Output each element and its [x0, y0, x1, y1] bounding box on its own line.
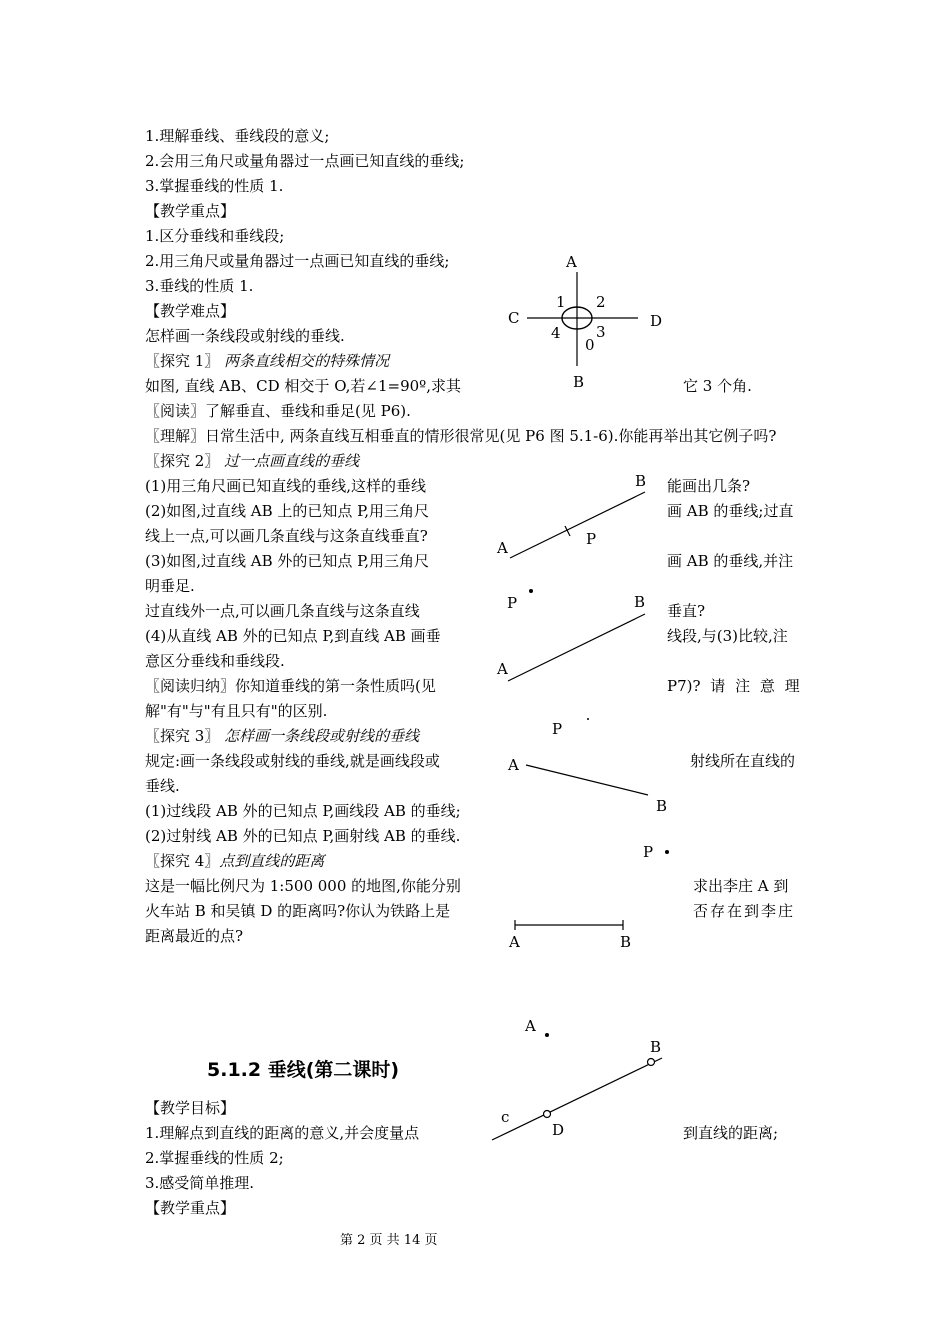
section-2-goal-1: 1.理解点到直线的距离的意义,并会度量点: [145, 1124, 420, 1142]
fig2-line-ab: [510, 492, 645, 558]
explore-3-rule: 规定:画一条线段或射线的垂线,就是画线段或: [145, 752, 440, 770]
fig1-angle-1: 1: [556, 293, 566, 311]
fig1-label-b: B: [573, 373, 585, 391]
section-2-key-heading: 【教学重点】: [145, 1199, 236, 1217]
reading-line: 〖阅读〗了解垂直、垂线和垂足(见 P6).: [145, 402, 411, 420]
fig1-angle-2: 2: [596, 293, 606, 311]
explore-4-heading: 〖探究 4〗点到直线的距离: [145, 852, 325, 870]
explore-4-text-1-right: 求出李庄 A 到: [693, 877, 789, 895]
explore-2-item-4-cont: 意区分垂线和垂线段.: [145, 652, 285, 670]
explore-2-question: 过直线外一点,可以画几条直线与这条直线: [145, 602, 420, 620]
fig3-line-ab: [508, 614, 645, 681]
goal-line-3: 3.掌握垂线的性质 1.: [145, 177, 284, 195]
fig3-label-b: B: [634, 593, 646, 611]
fig1-angle-3: 3: [596, 323, 606, 341]
fig4-point-p2: [665, 850, 669, 854]
fig2-label-p: P: [586, 530, 597, 548]
fig4-line-ab: [526, 765, 648, 795]
fig4-label-a: A: [508, 756, 519, 774]
section-2-goal-2: 2.掌握垂线的性质 2;: [145, 1149, 284, 1167]
figure-5-scale-bar: [508, 920, 631, 951]
section-2-goal-heading: 【教学目标】: [145, 1099, 236, 1117]
explore-2-item-1: (1)用三角尺画已知直线的垂线,这样的垂线: [145, 477, 427, 495]
section-2-goal-3: 3.感受简单推理.: [145, 1174, 255, 1192]
explore-4-text-2: 火车站 B 和吴镇 D 的距离吗?你认为铁路上是: [145, 902, 451, 920]
fig2-label-a: A: [497, 539, 508, 557]
explore-1-text: 如图, 直线 AB、CD 相交于 O,若∠1=90º,求其: [145, 377, 461, 395]
explore-2-item-4: (4)从直线 AB 外的已知点 P,到直线 AB 画垂: [145, 627, 441, 645]
section-2-goal-1-right: 到直线的距离;: [683, 1124, 779, 1142]
fig1-label-d: D: [650, 312, 663, 330]
figure-1-perpendicular-lines: [508, 253, 662, 391]
fig6-label-d: D: [552, 1121, 565, 1139]
reading-summary-cont: 解"有"与"有且只有"的区别.: [145, 702, 328, 720]
fig6-point-a: [545, 1033, 549, 1037]
fig6-point-b: [648, 1059, 655, 1066]
explore-2-item-1-right: 能画出几条?: [667, 477, 751, 495]
explore-3-item-2: (2)过射线 AB 外的已知点 P,画射线 AB 的垂线.: [145, 827, 461, 845]
page-footer: 第 2 页 共 14 页: [340, 1233, 438, 1248]
fig4-point-p: [587, 718, 589, 720]
explore-3-rule-right: 射线所在直线的: [690, 752, 796, 770]
key-point-1: 1.区分垂线和垂线段;: [145, 227, 285, 245]
figure-2-point-on-line: [496, 472, 646, 558]
explore-1-text-right: 它 3 个角.: [683, 377, 752, 395]
goal-line-1: 1.理解垂线、垂线段的意义;: [145, 127, 330, 145]
fig6-label-b: B: [650, 1038, 662, 1056]
reading-summary-right: P7)? 请 注 意 理: [667, 677, 800, 695]
fig1-label-c: C: [508, 309, 520, 327]
explore-4-text-3: 距离最近的点?: [145, 927, 244, 945]
fig2-label-b: B: [635, 472, 647, 490]
fig1-label-a: A: [566, 253, 577, 271]
fig4-label-b: B: [656, 797, 668, 815]
explore-4-text-1: 这是一幅比例尺为 1:500 000 的地图,你能分别: [145, 877, 461, 895]
explore-4-text-2-right: 否存在到李庄: [693, 902, 796, 920]
explore-3-heading: 〖探究 3〗 怎样画一条线段或射线的垂线: [145, 727, 420, 745]
fig5-label-b: B: [620, 933, 632, 951]
fig3-label-a: A: [497, 660, 508, 678]
difficulty-heading: 【教学难点】: [145, 302, 236, 320]
fig6-label-c: c: [501, 1108, 510, 1126]
explore-2-question-right: 垂直?: [667, 602, 706, 620]
key-points-heading: 【教学重点】: [145, 202, 236, 220]
explore-3-item-1: (1)过线段 AB 外的已知点 P,画线段 AB 的垂线;: [145, 802, 461, 820]
explore-2-item-3: (3)如图,过直线 AB 外的已知点 P,用三角尺: [145, 552, 429, 570]
explore-2-item-3-right: 画 AB 的垂线,并注: [667, 552, 794, 570]
key-point-2: 2.用三角尺或量角器过一点画已知直线的垂线;: [145, 252, 450, 270]
fig3-label-p: P: [507, 594, 518, 612]
fig4-label-p: P: [552, 720, 563, 738]
fig6-railway-line: [492, 1058, 662, 1140]
fig6-point-d: [544, 1111, 551, 1118]
goal-line-2: 2.会用三角尺或量角器过一点画已知直线的垂线;: [145, 152, 465, 170]
fig1-angle-4: 4: [551, 324, 561, 342]
explore-2-item-3-cont: 明垂足.: [145, 577, 195, 595]
key-point-3: 3.垂线的性质 1.: [145, 277, 254, 295]
figure-6-map-railway: [492, 1017, 662, 1140]
fig4-label-p2: P: [643, 843, 654, 861]
fig6-label-a: A: [525, 1017, 536, 1035]
section-2-heading: 5.1.2 垂线(第二课时): [207, 1059, 400, 1081]
reading-summary: 〖阅读归纳〗你知道垂线的第一条性质吗(见: [145, 677, 436, 695]
figure-4-ray-with-point: [507, 718, 669, 861]
figure-3-point-off-line: [496, 589, 645, 681]
explore-1-heading: 〖探究 1〗 两条直线相交的特殊情况: [145, 352, 390, 370]
fig3-point-p: [529, 589, 533, 593]
fig5-label-a: A: [509, 933, 520, 951]
understanding-line: 〖理解〗日常生活中, 两条直线互相垂直的情形很常见(见 P6 图 5.1-6).你能再举出其它例子吗?: [145, 427, 777, 445]
explore-2-item-2-cont: 线上一点,可以画几条直线与这条直线垂直?: [145, 527, 428, 545]
difficulty-line: 怎样画一条线段或射线的垂线.: [145, 327, 345, 345]
explore-2-item-2-right: 画 AB 的垂线;过直: [667, 502, 794, 520]
explore-2-item-4-right: 线段,与(3)比较,注: [667, 627, 788, 645]
explore-2-item-2: (2)如图,过直线 AB 上的已知点 P,用三角尺: [145, 502, 429, 520]
explore-3-rule-cont: 垂线.: [145, 777, 180, 795]
explore-2-heading: 〖探究 2〗 过一点画直线的垂线: [145, 452, 360, 470]
fig1-label-o: 0: [585, 336, 595, 354]
